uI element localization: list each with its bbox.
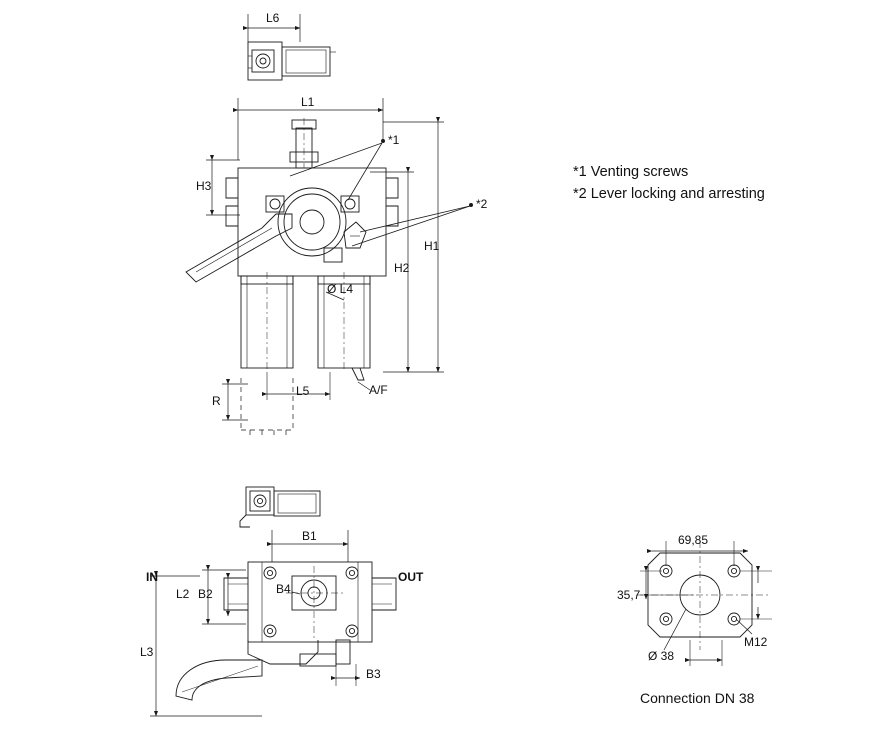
flange-height-label: 35,7 — [617, 588, 641, 602]
dim-label-af: A/F — [369, 383, 388, 397]
flange-bore-label: Ø 38 — [648, 649, 675, 663]
dim-label-b1: B1 — [302, 529, 317, 543]
dim-label-r: R — [212, 394, 221, 408]
dim-label-l2: L2 — [176, 587, 190, 601]
dim-label-l5: L5 — [296, 384, 310, 398]
dim-label-b3: B3 — [366, 667, 381, 681]
dim-label-h3: H3 — [196, 179, 212, 193]
dim-label-l4: Ø L4 — [327, 282, 354, 296]
port-label-out: OUT — [398, 570, 424, 584]
port-label-in: IN — [146, 570, 158, 584]
dim-label-l1: L1 — [301, 95, 315, 109]
note-venting-screws: *1 Venting screws — [573, 164, 689, 180]
flange-caption: Connection DN 38 — [640, 690, 755, 706]
dim-label-b2: B2 — [198, 587, 213, 601]
flange-width-label: 69,85 — [678, 533, 709, 547]
callout-2: *2 — [476, 197, 488, 211]
dim-label-l6: L6 — [266, 11, 280, 25]
dim-label-l3: L3 — [140, 645, 154, 659]
note-lever-locking: *2 Lever locking and arresting — [573, 186, 765, 202]
callout-leaders — [290, 139, 473, 246]
dim-label-b4: B4 — [276, 582, 291, 596]
flange-thread-label: M12 — [744, 635, 768, 649]
dim-label-h1: H1 — [424, 239, 440, 253]
top-view-geometry — [248, 11, 336, 80]
dim-label-h2: H2 — [394, 261, 410, 275]
callout-1: *1 — [388, 133, 400, 147]
